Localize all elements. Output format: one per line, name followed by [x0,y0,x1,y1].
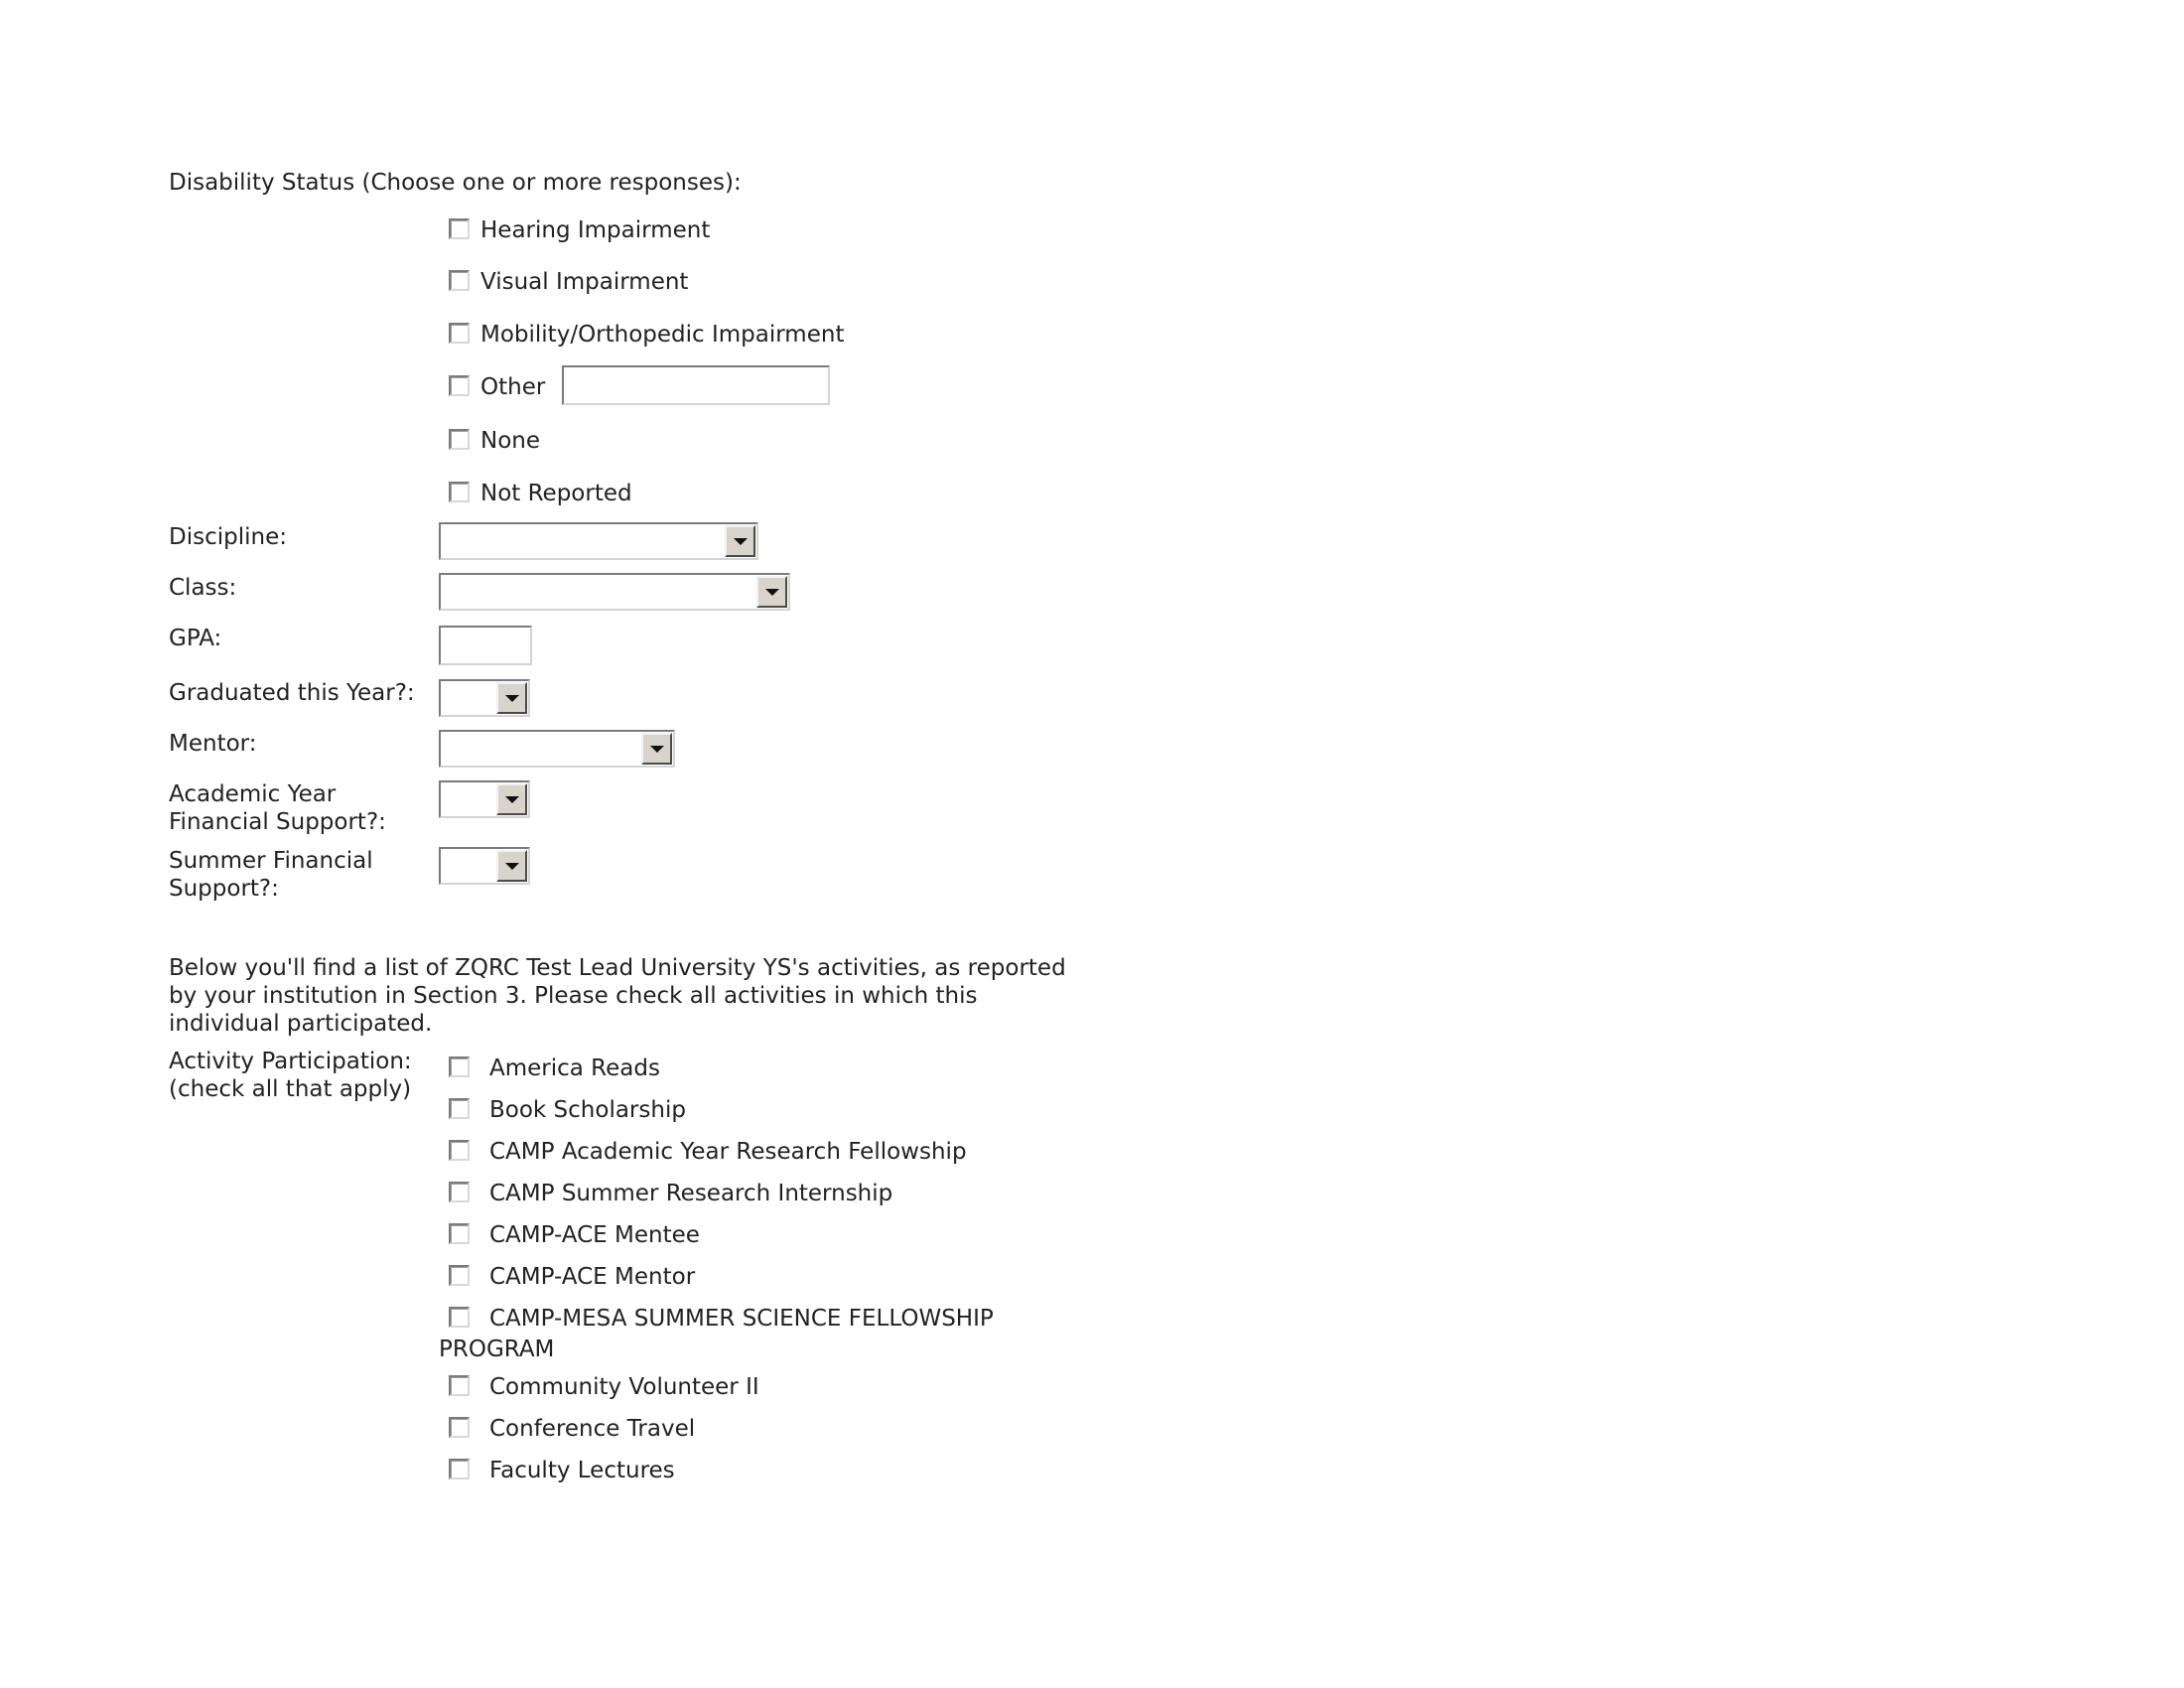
mentor-select[interactable] [439,730,675,768]
hearing-impairment-label: Hearing Impairment [480,217,711,243]
activity-checkbox-community-volunteer[interactable] [449,1375,470,1396]
visual-impairment-label: Visual Impairment [480,269,689,295]
summer-support-select[interactable] [439,847,530,885]
class-select[interactable] [439,573,790,611]
activity-checkbox-camp-ace-mentor[interactable] [449,1265,470,1286]
gpa-input[interactable] [439,626,532,665]
activity-label: CAMP-ACE Mentor [489,1264,696,1290]
activity-label-wrap: PROGRAM [439,1336,555,1362]
activities-intro-line2: by your institution in Section 3. Please check all activities in which this [169,983,978,1009]
discipline-select[interactable] [439,522,758,560]
activity-label: CAMP Summer Research Internship [489,1181,893,1206]
mobility-impairment-label: Mobility/Orthopedic Impairment [480,322,845,348]
class-label: Class: [169,575,237,601]
summer-support-label-line1: Summer Financial [169,848,373,874]
summer-support-label-line2: Support?: [169,876,279,902]
academic-support-label-line2: Financial Support?: [169,809,386,835]
not-reported-checkbox[interactable] [449,482,470,502]
activity-label: CAMP-MESA SUMMER SCIENCE FELLOWSHIP [489,1306,994,1332]
none-checkbox[interactable] [449,429,470,450]
other-text-input[interactable] [562,365,830,405]
mentor-label: Mentor: [169,731,257,757]
chevron-down-icon[interactable] [756,576,787,608]
activity-label: Book Scholarship [489,1097,686,1123]
chevron-down-icon[interactable] [496,850,527,882]
activity-label: CAMP Academic Year Research Fellowship [489,1139,967,1165]
activity-checkbox-camp-ay-research[interactable] [449,1140,470,1161]
chevron-down-icon[interactable] [496,783,527,815]
activity-label: Faculty Lectures [489,1458,675,1483]
graduated-select[interactable] [439,679,530,717]
not-reported-label: Not Reported [480,481,632,506]
activity-checkbox-camp-ace-mentee[interactable] [449,1223,470,1244]
activity-label: Conference Travel [489,1416,696,1442]
activity-checkbox-book-scholarship[interactable] [449,1098,470,1119]
activity-label: Community Volunteer II [489,1374,759,1400]
activities-intro-line1: Below you'll find a list of ZQRC Test Lead University YS's activities, as reported [169,955,1066,981]
graduated-label: Graduated this Year?: [169,680,415,706]
activity-participation-label-line1: Activity Participation: [169,1049,412,1074]
activity-label: CAMP-ACE Mentee [489,1222,700,1248]
none-label: None [480,428,541,454]
chevron-down-icon[interactable] [641,733,672,765]
activity-checkbox-conference-travel[interactable] [449,1417,470,1438]
disability-heading: Disability Status (Choose one or more responses): [169,170,742,196]
activity-checkbox-america-reads[interactable] [449,1056,470,1077]
other-checkbox[interactable] [449,375,470,396]
chevron-down-icon[interactable] [725,525,755,557]
mobility-impairment-checkbox[interactable] [449,323,470,344]
activities-intro-line3: individual participated. [169,1011,433,1037]
gpa-label: GPA: [169,626,222,651]
activity-label: America Reads [489,1055,660,1081]
academic-support-label-line1: Academic Year [169,781,337,807]
activity-checkbox-faculty-lectures[interactable] [449,1459,470,1479]
other-label: Other [480,374,546,400]
academic-support-select[interactable] [439,780,530,818]
activity-checkbox-camp-summer-research[interactable] [449,1182,470,1202]
discipline-label: Discipline: [169,524,287,550]
visual-impairment-checkbox[interactable] [449,270,470,291]
activity-participation-label-line2: (check all that apply) [169,1076,412,1102]
chevron-down-icon[interactable] [496,682,527,714]
activity-checkbox-camp-mesa[interactable] [449,1307,470,1328]
hearing-impairment-checkbox[interactable] [449,218,470,239]
